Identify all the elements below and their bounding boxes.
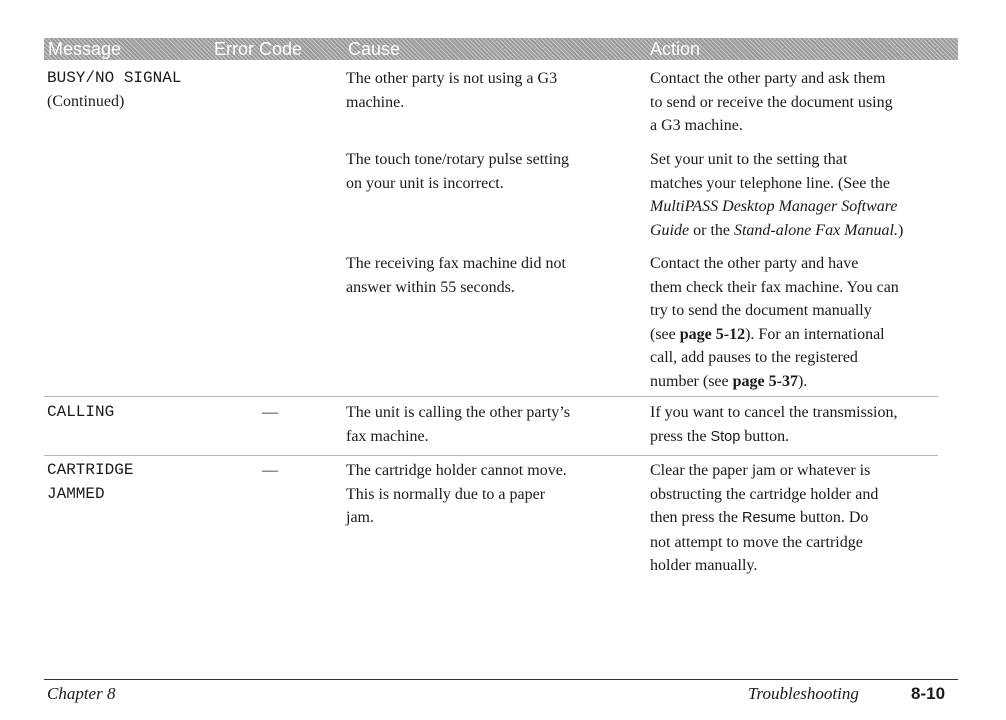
action-text: Contact the other party and have them check their fax machine. You can try to send the document manually (see page 5-12). For an international call, add pauses to the registered number (see page 5-37).	[650, 255, 899, 390]
action-text: If you want to cancel the transmission, press the Stop button.	[650, 404, 898, 445]
cause-text: The touch tone/rotary pulse setting on your unit is incorrect.	[346, 151, 570, 192]
action-text: Clear the paper jam or whatever is obstructing the cartridge holder and then press the Resume button. Do not attempt to move the cartridge holder manually.	[650, 462, 879, 574]
table-header	[44, 38, 958, 60]
cause-text: The cartridge holder cannot move. This is normally due to a paper jam.	[346, 462, 567, 526]
message-calling: CALLING	[47, 403, 115, 421]
cause-text: The other party is not using a G3 machine.	[346, 70, 558, 111]
footer-section: Troubleshooting	[748, 684, 859, 703]
stop-button-label: Stop	[710, 428, 741, 445]
header-cause: Cause	[348, 39, 401, 59]
page-number: 8-10	[911, 684, 946, 703]
message-busy: BUSY/NO SIGNAL	[47, 69, 182, 87]
cause-text: The unit is calling the other party’s fax machine.	[346, 404, 570, 445]
error-code: —	[262, 462, 278, 479]
page-reference-link[interactable]: page 5-37	[732, 372, 798, 390]
cause-text: The receiving fax machine did not answer within 55 seconds.	[346, 255, 566, 296]
action-text: Contact the other party and ask them to send or receive the document using a G3 machine.	[650, 70, 893, 134]
header-action: Action	[650, 39, 701, 59]
message-continued: (Continued)	[47, 93, 125, 110]
footer-divider	[44, 679, 958, 680]
header-error-code: Error Code	[214, 39, 303, 59]
error-code: —	[262, 404, 278, 421]
message-cartridge: CARTRIDGE JAMMED	[47, 461, 134, 503]
page-reference-link[interactable]: page 5-12	[679, 325, 746, 343]
header-message: Message	[48, 39, 122, 59]
action-text: Set your unit to the setting that matches your telephone line. (See the MultiPASS Desktop Manager Software Guide or the Stand-alone Fax Manual.)	[650, 151, 904, 239]
resume-button-label: Resume	[741, 510, 796, 526]
row-divider	[44, 455, 938, 456]
row-divider	[44, 396, 938, 397]
footer-chapter: Chapter 8	[47, 684, 116, 703]
